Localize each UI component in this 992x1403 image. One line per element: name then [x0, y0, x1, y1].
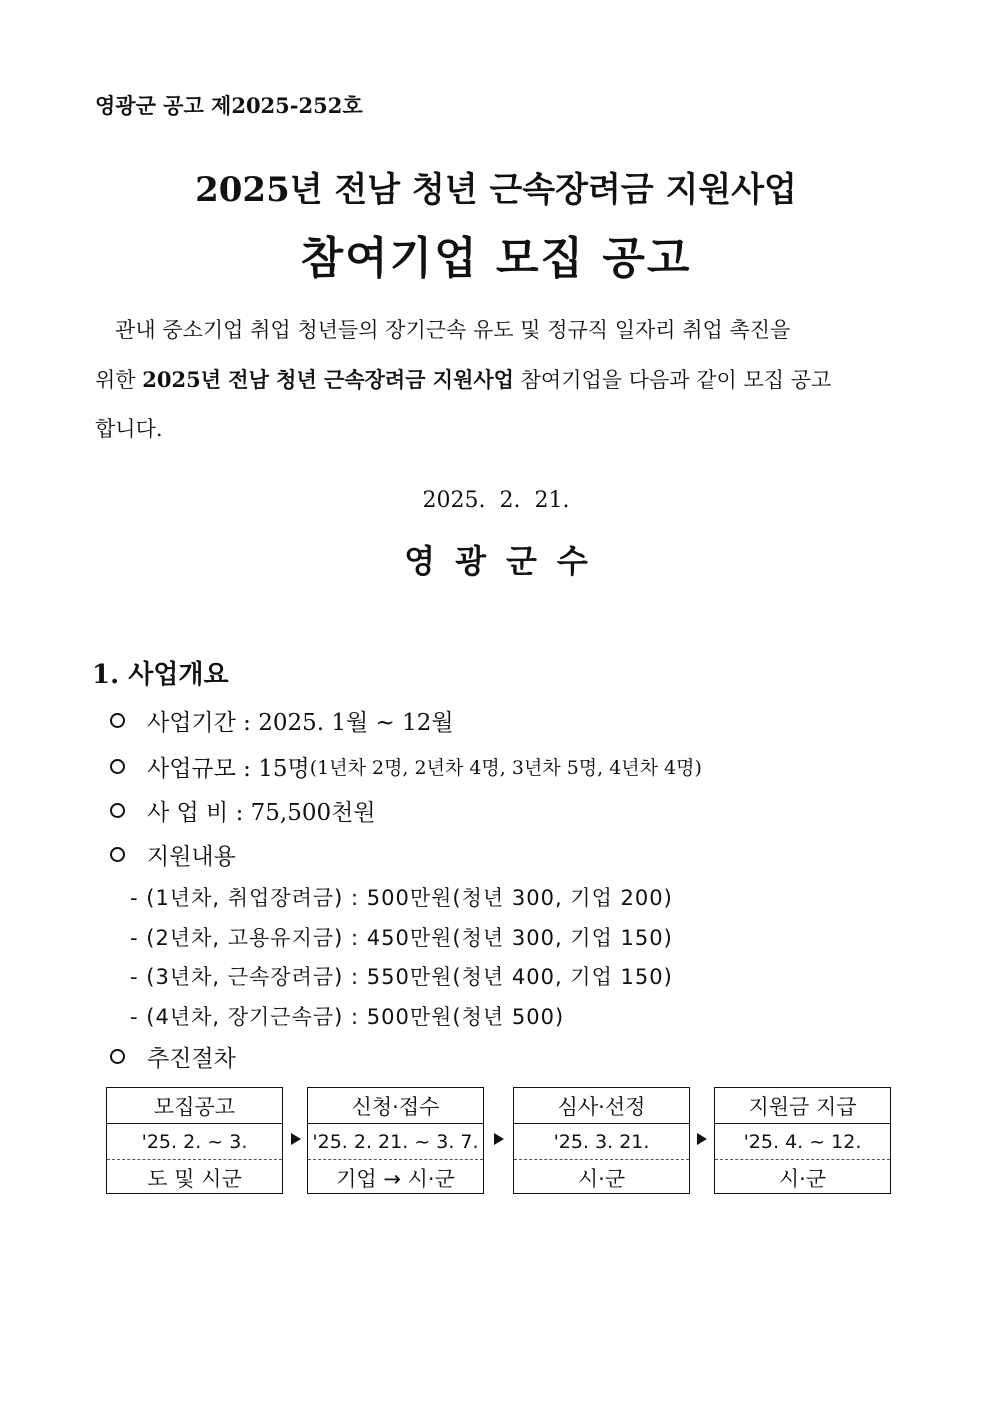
intro-line-3: 합니다.	[95, 417, 163, 441]
step-actor: 기업 → 시·군	[336, 1166, 455, 1191]
step-actor: 시·군	[778, 1166, 827, 1191]
step-date: '25. 2. 21. ~ 3. 7.	[308, 1124, 483, 1160]
arrow-right-icon	[291, 1133, 301, 1145]
scale-detail: (1년차 2명, 2년차 4명, 3년차 5명, 4년차 4명)	[309, 757, 702, 779]
budget-item	[110, 794, 376, 827]
step-date: '25. 4. ~ 12.	[715, 1124, 890, 1160]
step-name: 지원금 지급	[715, 1088, 890, 1124]
budget-text: 사 업 비 : 75,500천원	[147, 800, 376, 826]
intro-line-1	[95, 306, 900, 355]
step-actor: 시·군	[577, 1166, 626, 1191]
step-name: 신청·접수	[308, 1088, 483, 1124]
support-detail-3: - (3년차, 근속장려금) : 550만원(청년 400, 기업 150)	[130, 965, 673, 989]
procedure-step-3	[513, 1087, 690, 1194]
title-line-1: 2025년 전남 청년 근속장려금 지원사업	[195, 170, 797, 210]
intro-line-2-pre: 위한	[95, 368, 143, 392]
step-date: '25. 3. 21.	[514, 1124, 689, 1160]
scale-item	[110, 750, 702, 783]
procedure-step-4	[714, 1087, 891, 1194]
procedure-step-2	[307, 1087, 484, 1194]
step-date: '25. 2. ~ 3.	[107, 1124, 282, 1160]
notice-date: 2025. 2. 21.	[422, 488, 570, 513]
notice-number: 영광군 공고 제2025-252호	[95, 93, 363, 118]
arrow-right-icon	[494, 1133, 504, 1145]
circle-bullet-icon	[110, 1049, 125, 1064]
circle-bullet-icon	[110, 713, 125, 728]
support-detail-1: - (1년차, 취업장려금) : 500만원(청년 300, 기업 200)	[130, 886, 673, 910]
support-detail-4: - (4년차, 장기근속금) : 500만원(청년 500)	[130, 1005, 565, 1029]
procedure-item	[110, 1040, 236, 1073]
intro-line-2-post: 참여기업을 다음과 같이 모집 공고	[513, 368, 832, 392]
procedure-step-1	[106, 1087, 283, 1194]
support-label: 지원내용	[147, 844, 236, 870]
step-name: 모집공고	[107, 1088, 282, 1124]
arrow-right-icon	[697, 1133, 707, 1145]
circle-bullet-icon	[110, 803, 125, 818]
intro-line-2	[95, 355, 900, 405]
support-item	[110, 838, 236, 871]
scale-text: 사업규모 : 15명	[147, 756, 310, 782]
title-line-2: 참여기업 모집 공고	[300, 233, 692, 284]
circle-bullet-icon	[110, 759, 125, 774]
signer: 영광군수	[404, 542, 608, 580]
support-detail-2: - (2년차, 고용유지금) : 450만원(청년 300, 기업 150)	[130, 926, 673, 950]
procedure-label: 추진절차	[147, 1046, 236, 1072]
period-item	[110, 704, 454, 737]
intro-paragraph	[95, 306, 900, 454]
circle-bullet-icon	[110, 847, 125, 862]
period-text: 사업기간 : 2025. 1월 ~ 12월	[147, 710, 454, 736]
intro-program-name: 2025년 전남 청년 근속장려금 지원사업	[142, 367, 514, 392]
intro-line-1-text: 관내 중소기업 취업 청년들의 장기근속 유도 및 정규직 일자리 취업 촉진을	[115, 318, 791, 342]
step-name: 심사·선정	[514, 1088, 689, 1124]
section-title: 1. 사업개요	[92, 660, 229, 690]
step-actor: 도 및 시군	[147, 1166, 242, 1191]
